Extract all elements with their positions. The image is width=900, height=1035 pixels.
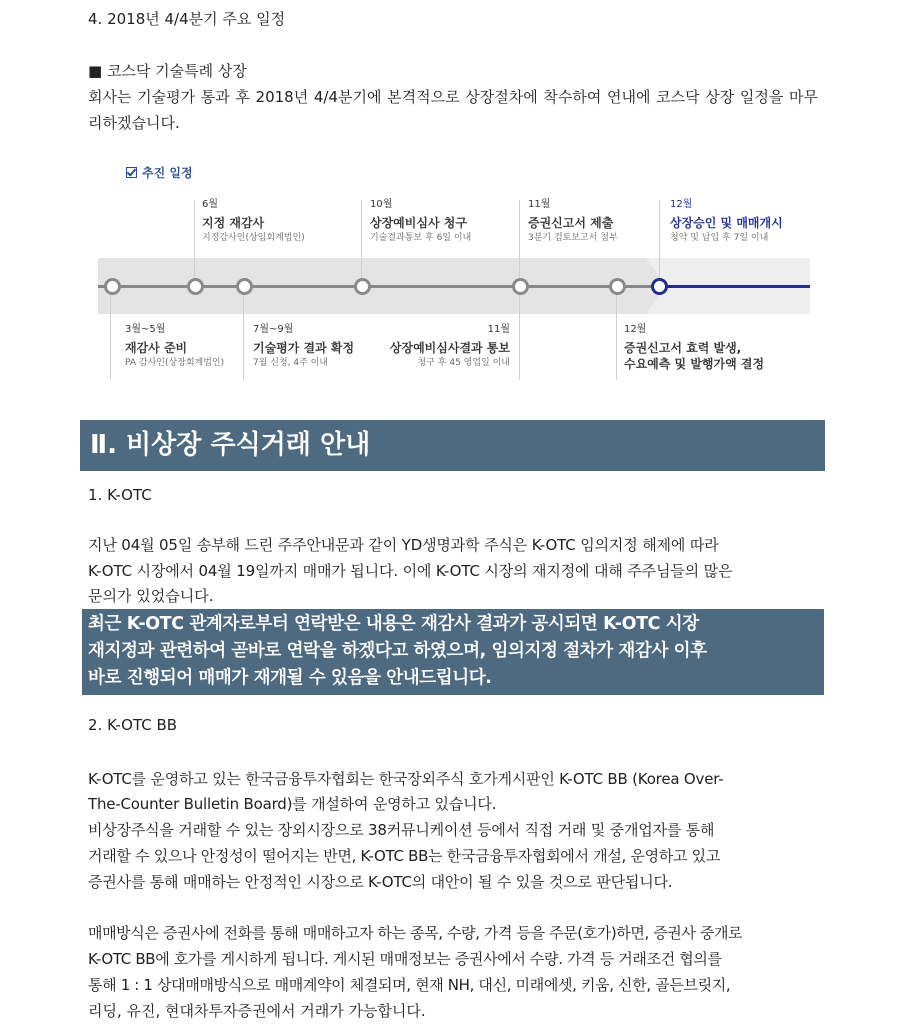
timeline-dot	[236, 278, 253, 295]
kosdaq-body: 회사는 기술평가 통과 후 2018년 4/4분기에 본격적으로 상장절차에 착수하여 연내에 코스닥 상장 일정을 마무리하겠습니다.	[88, 88, 818, 132]
k-otc-para-line: 지난 04월 05일 송부해 드린 주주안내문과 같이 YD생명과학 주식은 K-OTC 임의지정 해제에 따라	[88, 536, 719, 554]
timeline-event: 3월~5월 재감사 준비 PA 감사인(상장회계법인)	[125, 324, 225, 368]
k-otc-bb-para-line: 통해 1 : 1 상대매매방식으로 매매계약이 체결되며, 현재 NH, 대신, 미래에셋, 키움, 신한, 골든브릿지,	[88, 976, 731, 994]
timeline-event: 6월 지정 재감사 지정감사인(상임회계법인)	[202, 199, 305, 243]
k-otc-bb-para-line: 매매방식은 증권사에 전화를 통해 매매하고자 하는 종목, 수량, 가격 등을 주문(호가)하면, 증권사 중개로	[88, 924, 743, 942]
timeline-event: 12월 증권신고서 효력 발생, 수요예측 및 발행가액 결정	[624, 324, 765, 371]
timeline-event: 11월 상장예비심사결과 통보 청구 후 45 영업일 이내	[389, 324, 510, 368]
k-otc-bb-para-line: 증권사를 통해 매매하는 안정적인 시장으로 K-OTC의 대안이 될 수 있을 것으로 판단됩니다.	[88, 873, 673, 891]
timeline-title: 추진 일정	[126, 164, 193, 181]
kosdaq-title: ■ 코스닥 기술특례 상장	[88, 62, 247, 80]
guide-line	[659, 200, 660, 285]
k-otc-para-line: K-OTC 시장에서 04월 19일까지 매매가 됩니다. 이에 K-OTC 시장의 재지정에 대해 주주님들의 많은	[88, 562, 733, 580]
k-otc-bb-para-line: 거래할 수 있으나 안정성이 떨어지는 반면, K-OTC BB는 한국금융투자협회에서 개설, 운영하고 있고	[88, 847, 721, 865]
k-otc-bb-para-line: 비상장주식을 거래할 수 있는 장외시장으로 38커뮤니케이션 등에서 직접 거래 및 중개업자를 통해	[88, 821, 715, 839]
timeline-event: 11월 증권신고서 제출 3분기 검토보고서 첨부	[528, 199, 618, 243]
k-otc-bb-para-line: K-OTC BB에 호가를 게시하게 됩니다. 게시된 매매정보는 증권사에서 수량. 가격 등 거래조건 협의를	[88, 950, 722, 968]
k-otc-bb-para-line: K-OTC를 운영하고 있는 한국금융투자협회는 한국장외주식 호가게시판인 K-OTC BB (Korea Over-	[88, 770, 724, 788]
guide-line	[243, 290, 244, 380]
timeline-dot	[354, 278, 371, 295]
timeline-event: 10월 상장예비심사 청구 기술결과통보 후 6일 이내	[370, 199, 472, 243]
timeline-event-current: 12월 상장승인 및 매매개시 청약 및 납입 후 7일 이내	[670, 199, 783, 243]
k-otc-bb-para-line: The-Counter Bulletin Board)를 개설하여 운영하고 있습니다.	[88, 795, 497, 813]
timeline-dot-current	[651, 278, 668, 295]
timeline-axis	[98, 285, 658, 288]
guide-line	[110, 290, 111, 380]
guide-line	[519, 290, 520, 380]
section-heading-schedule: 4. 2018년 4/4분기 주요 일정	[88, 10, 286, 28]
timeline-dot	[512, 278, 529, 295]
k-otc-heading: 1. K-OTC	[88, 486, 152, 504]
timeline-event: 7월~9월 기술평가 결과 확정 7월 신청, 4주 이내	[253, 324, 355, 368]
section-title-bar: Ⅱ. 비상장 주식거래 안내	[80, 420, 825, 471]
guide-line	[519, 200, 520, 285]
timeline-dot	[609, 278, 626, 295]
k-otc-highlight-line: 바로 진행되어 매매가 재개될 수 있음을 안내드립니다.	[88, 668, 492, 688]
guide-line	[616, 290, 617, 380]
timeline-dot	[187, 278, 204, 295]
k-otc-bb-heading: 2. K-OTC BB	[88, 716, 178, 734]
k-otc-bb-para-line: 리딩, 유진, 현대차투자증권에서 거래가 가능합니다.	[88, 1002, 426, 1020]
k-otc-highlight-line: 재지정과 관련하여 곧바로 연락을 하겠다고 하였으며, 임의지정 절차가 재감사 이후	[88, 641, 707, 661]
guide-line	[361, 200, 362, 285]
schedule-timeline	[98, 160, 810, 390]
timeline-axis-current	[658, 285, 810, 288]
k-otc-para-line: 문의가 있었습니다.	[88, 587, 214, 605]
guide-line	[194, 200, 195, 285]
checkbox-icon	[126, 167, 137, 178]
timeline-dot	[104, 278, 121, 295]
k-otc-highlight-line: 최근 K-OTC 관계자로부터 연락받은 내용은 재감사 결과가 공시되면 K-OTC 시장	[88, 614, 699, 634]
